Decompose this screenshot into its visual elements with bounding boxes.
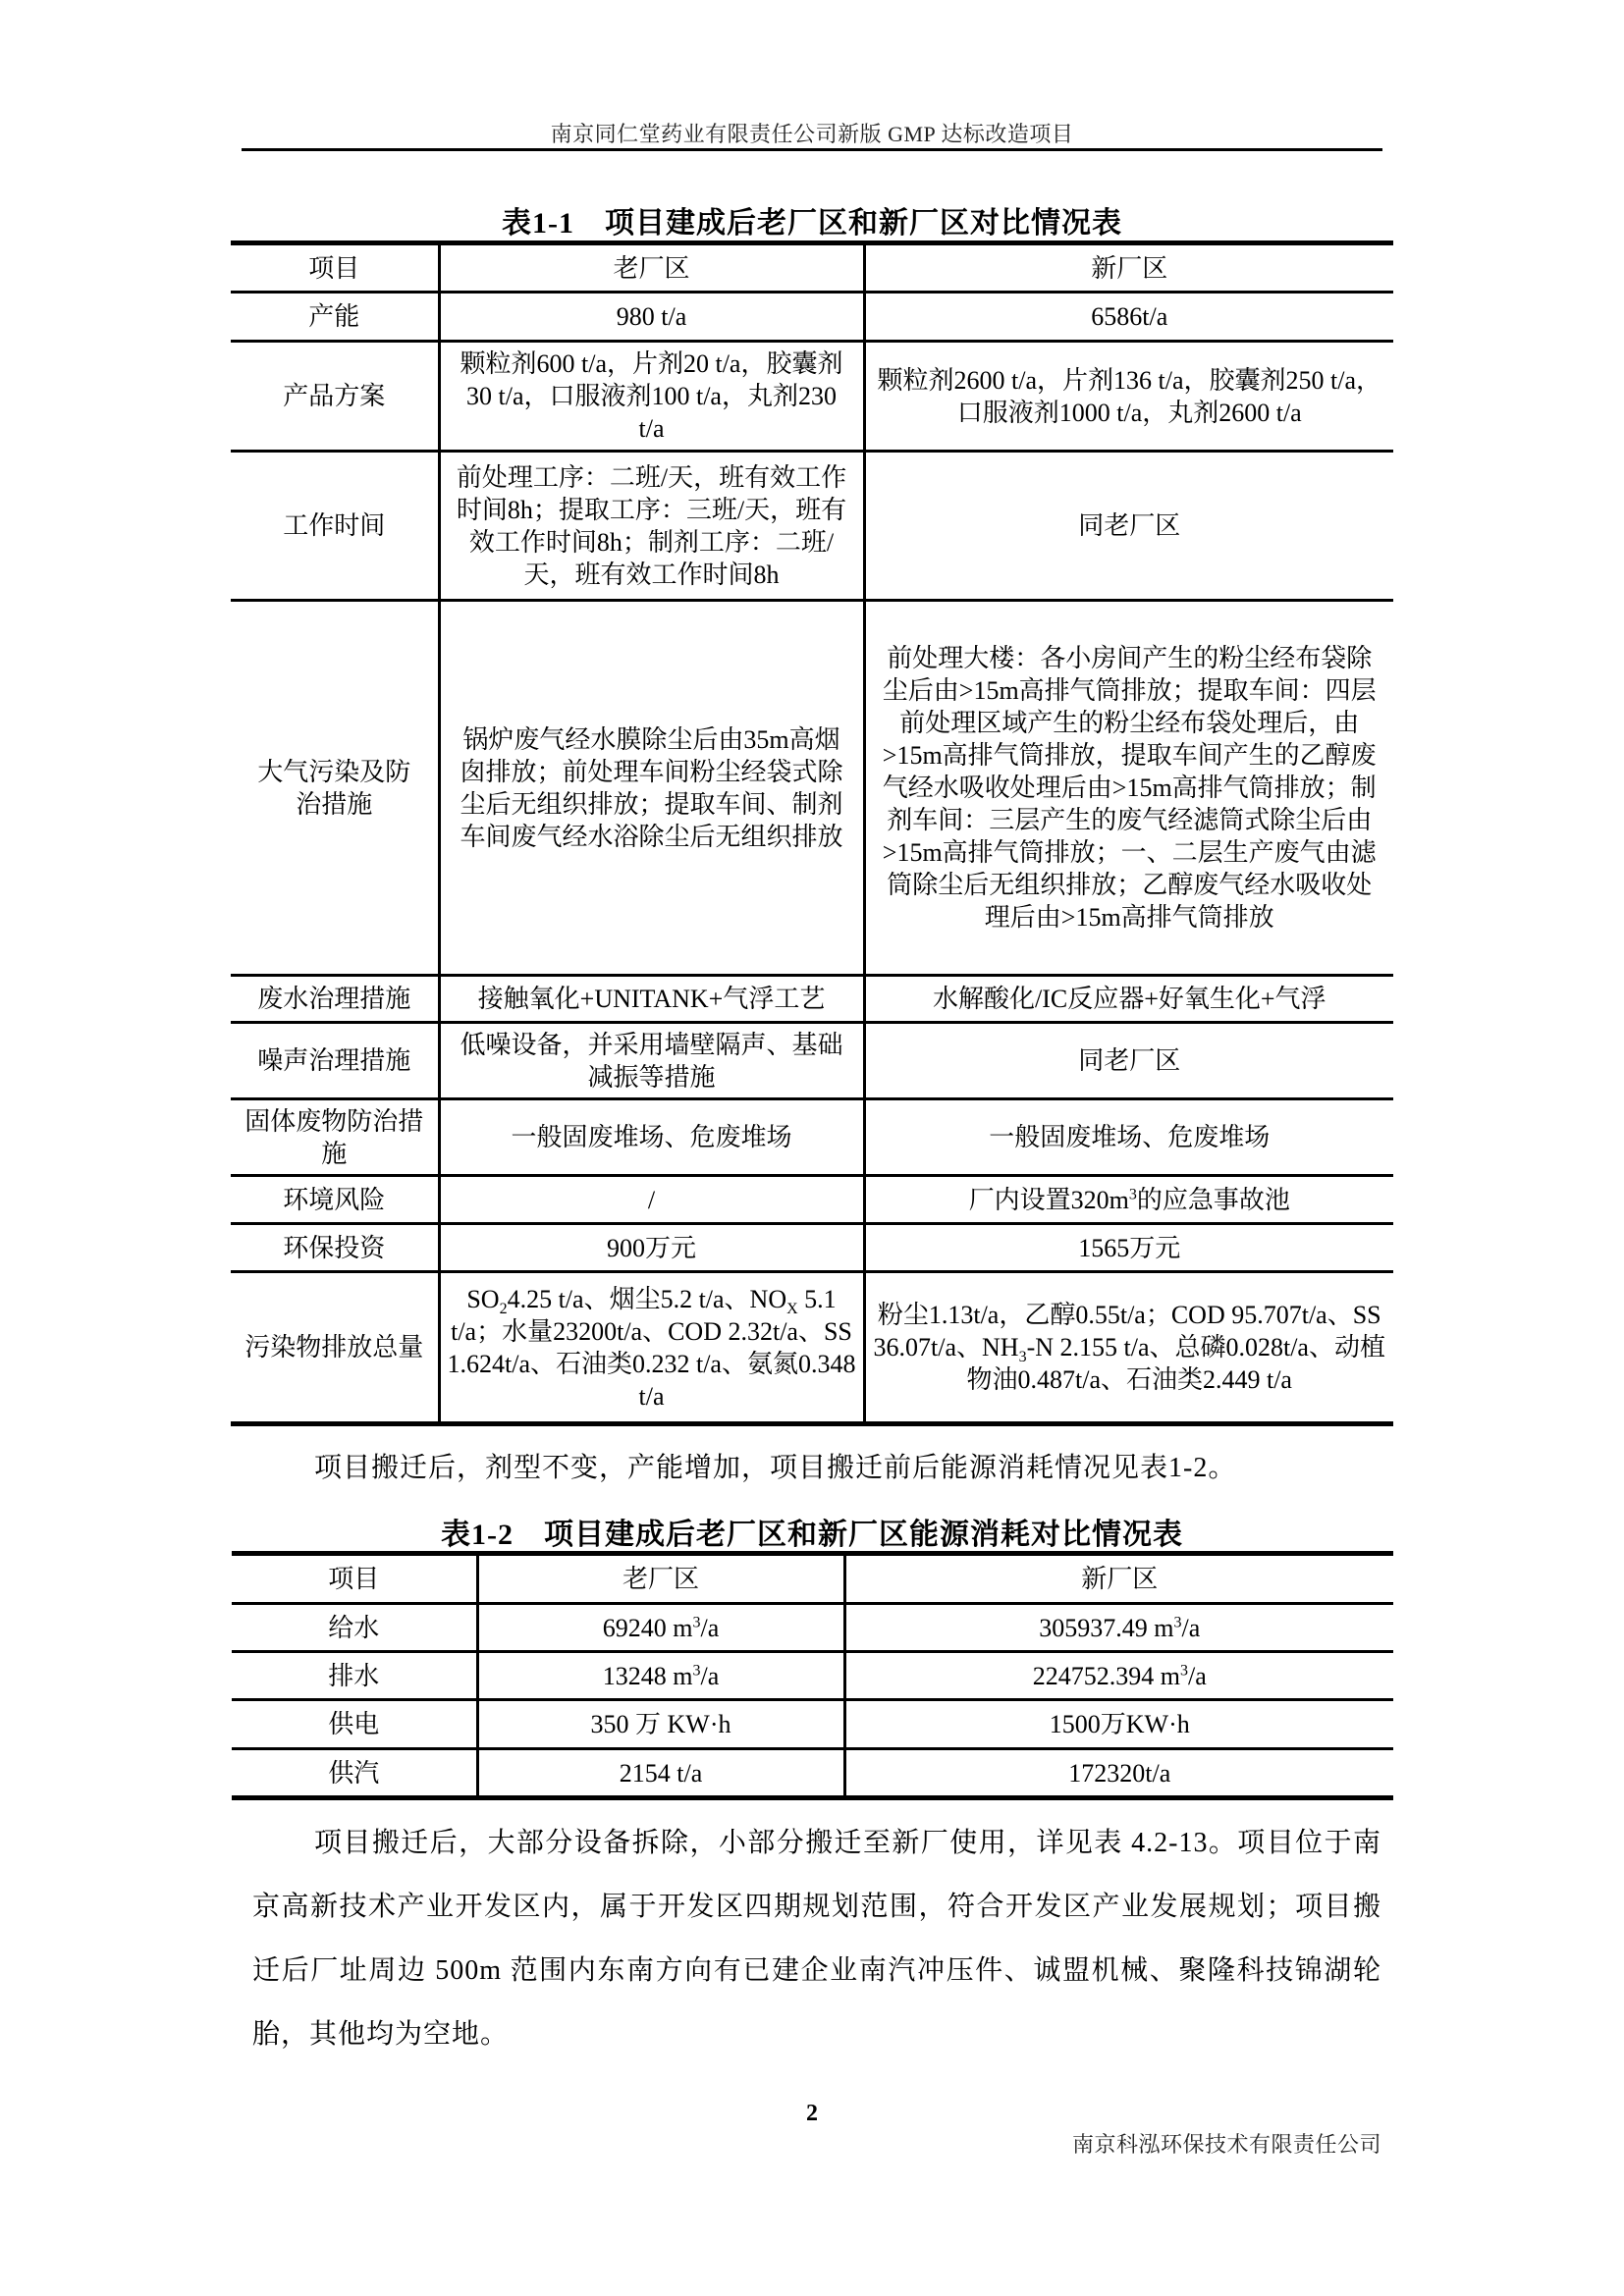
table1-comparison xyxy=(231,240,1393,1426)
new-site-cell: 同老厂区 xyxy=(864,1023,1393,1099)
column-header: 老厂区 xyxy=(439,243,864,293)
table-row xyxy=(231,342,1393,452)
table-row xyxy=(231,976,1393,1023)
table-header-row xyxy=(232,1554,1393,1604)
superscript: 3 xyxy=(692,1661,701,1679)
old-site-cell xyxy=(477,1652,844,1700)
table-row xyxy=(232,1700,1393,1749)
subscript: X xyxy=(786,1300,798,1317)
subscript: 2 xyxy=(499,1300,508,1317)
superscript: 3 xyxy=(692,1613,701,1630)
page-header: 南京同仁堂药业有限责任公司新版 GMP 达标改造项目 xyxy=(550,122,1074,146)
superscript: 3 xyxy=(1179,1661,1188,1679)
old-site-cell xyxy=(439,1272,864,1424)
pollutant-text: SO xyxy=(466,1284,500,1313)
column-header: 老厂区 xyxy=(477,1554,844,1604)
page-footer: 南京科泓环保技术有限责任公司 xyxy=(1071,2132,1381,2157)
table-row xyxy=(231,601,1393,976)
old-site-cell: 低噪设备，并采用墙壁隔声、基础减振等措施 xyxy=(439,1023,864,1099)
old-site-cell: / xyxy=(439,1176,864,1224)
row-label: 供电 xyxy=(232,1700,477,1749)
old-site-cell: 锅炉废气经水膜除尘后由35m高烟囱排放；前处理车间粉尘经袋式除尘后无组织排放；提取车间、制剂车间废气经水浴除尘后无组织排放 xyxy=(439,601,864,976)
row-label: 污染物排放总量 xyxy=(231,1272,439,1424)
new-site-cell: 颗粒剂2600 t/a，片剂136 t/a，胶囊剂250 t/a，口服液剂1000 t/a，丸剂2600 t/a xyxy=(864,342,1393,452)
table-row xyxy=(231,1099,1393,1176)
new-site-cell: 6586t/a xyxy=(864,293,1393,342)
superscript: 3 xyxy=(1173,1613,1182,1630)
table-row xyxy=(231,1176,1393,1224)
superscript: 3 xyxy=(1128,1185,1137,1202)
table-row xyxy=(232,1749,1393,1798)
subscript: 3 xyxy=(1018,1349,1027,1366)
old-site-cell xyxy=(477,1604,844,1652)
table2-title: 表1-2 项目建成后老厂区和新厂区能源消耗对比情况表 xyxy=(441,1519,1183,1551)
value-text: 224752.394 m xyxy=(1032,1661,1180,1690)
old-site-cell: 2154 t/a xyxy=(477,1749,844,1798)
value-text: /a xyxy=(1187,1661,1207,1690)
old-site-cell: 900万元 xyxy=(439,1224,864,1272)
row-label: 噪声治理措施 xyxy=(231,1023,439,1099)
old-site-cell: 一般固废堆场、危废堆场 xyxy=(439,1099,864,1176)
old-site-cell: 接触氧化+UNITANK+气浮工艺 xyxy=(439,976,864,1023)
pollutant-text: -N 2.155 t/a、总磷0.028t/a、动植物油0.487t/a、石油类2.449 t/a xyxy=(966,1333,1385,1394)
new-site-cell xyxy=(864,1272,1393,1424)
column-header: 新厂区 xyxy=(864,243,1393,293)
row-label: 环境风险 xyxy=(231,1176,439,1224)
table-row xyxy=(231,452,1393,601)
new-site-cell xyxy=(844,1652,1393,1700)
value-text: /a xyxy=(700,1661,720,1690)
table-row xyxy=(232,1652,1393,1700)
new-site-cell xyxy=(844,1604,1393,1652)
table1-title: 表1-1 项目建成后老厂区和新厂区对比情况表 xyxy=(502,207,1122,240)
row-label: 工作时间 xyxy=(231,452,439,601)
column-header: 项目 xyxy=(232,1554,477,1604)
new-site-cell: 172320t/a xyxy=(844,1749,1393,1798)
pollutant-text: 粉尘1.13t/a，乙醇0.55t/a；COD 95.707t/a、SS 36.07t/a、NH xyxy=(873,1301,1381,1362)
row-label: 给水 xyxy=(232,1604,477,1652)
value-text: 305937.49 m xyxy=(1039,1613,1174,1642)
table-row xyxy=(232,1604,1393,1652)
new-site-cell: 水解酸化/IC反应器+好氧生化+气浮 xyxy=(864,976,1393,1023)
value-text: /a xyxy=(1181,1613,1201,1642)
column-header: 新厂区 xyxy=(844,1554,1393,1604)
page-number: 2 xyxy=(806,2101,818,2126)
risk-text: 的应急事故池 xyxy=(1136,1185,1290,1214)
table-row xyxy=(231,293,1393,342)
table2-energy xyxy=(232,1551,1393,1800)
row-label: 供汽 xyxy=(232,1749,477,1798)
table-row xyxy=(231,1023,1393,1099)
row-label: 环保投资 xyxy=(231,1224,439,1272)
row-label: 产能 xyxy=(231,293,439,342)
row-label: 固体废物防治措施 xyxy=(231,1099,439,1176)
new-site-cell: 1565万元 xyxy=(864,1224,1393,1272)
old-site-cell: 980 t/a xyxy=(439,293,864,342)
new-site-cell xyxy=(864,1176,1393,1224)
new-site-cell: 一般固废堆场、危废堆场 xyxy=(864,1099,1393,1176)
old-site-cell: 颗粒剂600 t/a，片剂20 t/a，胶囊剂30 t/a，口服液剂100 t/a，丸剂230 t/a xyxy=(439,342,864,452)
header-rule xyxy=(242,148,1382,151)
new-site-cell: 同老厂区 xyxy=(864,452,1393,601)
old-site-cell: 前处理工序：二班/天，班有效工作时间8h；提取工序：三班/天，班有效工作时间8h；制剂工序：二班/天，班有效工作时间8h xyxy=(439,452,864,601)
risk-text: 厂内设置320m xyxy=(968,1185,1129,1214)
table-row xyxy=(231,1224,1393,1272)
table-header-row xyxy=(231,243,1393,293)
pollutant-text: 5.1 t/a；水量23200t/a、COD 2.32t/a、SS 1.624t/a、石油类0.232 t/a、氨氮0.348 t/a xyxy=(447,1284,856,1411)
old-site-cell: 350 万 KW·h xyxy=(477,1700,844,1749)
row-label: 废水治理措施 xyxy=(231,976,439,1023)
new-site-cell: 1500万KW·h xyxy=(844,1700,1393,1749)
value-text: 69240 m xyxy=(602,1613,693,1642)
value-text: /a xyxy=(700,1613,720,1642)
row-label: 产品方案 xyxy=(231,342,439,452)
column-header: 项目 xyxy=(231,243,439,293)
new-site-cell: 前处理大楼：各小房间产生的粉尘经布袋除尘后由>15m高排气筒排放；提取车间：四层前处理区域产生的粉尘经布袋处理后，由>15m高排气筒排放，提取车间产生的乙醇废气经水吸收处理后由>15m高排气筒排放；制剂车间：三层产生的废气经滤筒式除尘后由>15m高排气筒排放；一、二层生产废气由滤筒除尘后无组织排放；乙醇废气经水吸收处理后由>15m高排气筒排放 xyxy=(864,601,1393,976)
value-text: 13248 m xyxy=(602,1661,693,1690)
paragraph-relocation: 项目搬迁后，大部分设备拆除，小部分搬迁至新厂使用，详见表 4.2-13。项目位于南京高新技术产业开发区内，属于开发区四期规划范围，符合开发区产业发展规划；项目搬迁后厂址周边 500m 范围内东南方向有已建企业南汽冲压件、诚盟机械、聚隆科技锦湖轮胎，其他均为空地。 xyxy=(252,1828,1381,2050)
row-label: 大气污染及防治措施 xyxy=(231,601,439,976)
paragraph-energy-intro: 项目搬迁后，剂型不变，产能增加，项目搬迁前后能源消耗情况见表1-2。 xyxy=(314,1453,1237,1483)
row-label: 排水 xyxy=(232,1652,477,1700)
pollutant-text: 4.25 t/a、烟尘5.2 t/a、NO xyxy=(507,1284,787,1313)
table-row xyxy=(231,1272,1393,1424)
